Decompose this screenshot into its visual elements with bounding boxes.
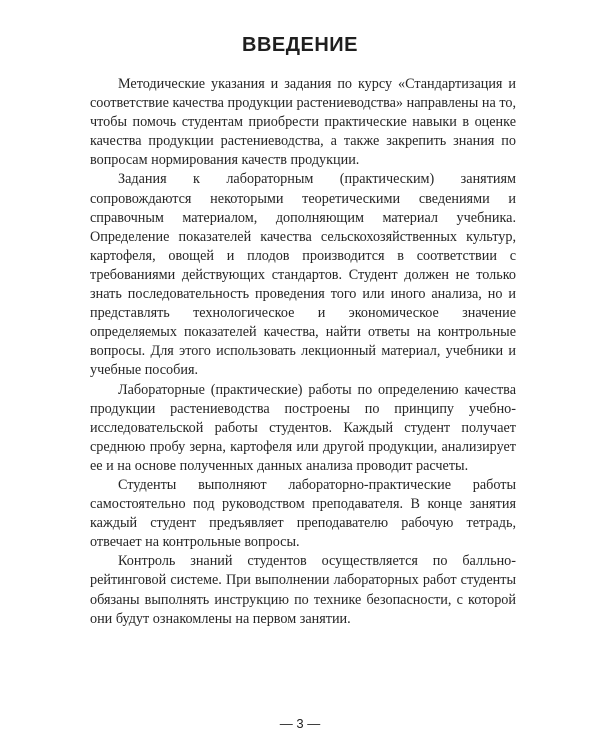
paragraph-2: Задания к лабораторным (практическим) занятиям сопровождаются некоторыми теоретическими сведениями и справочным материалом, дополняющим материал учебника. Определение показателей качества сельскохозяйственных культур, картофеля, овощей и плодов производится в соответствии с требованиями действующих стандартов. Студент должен не только знать последовательность проведения того или иного анализа, но и представлять технологическое и экономическое значение определяемых показателей качества, найти ответы на контрольные вопросы. Для этого использовать лекционный материал, учебники и учебные пособия.	[90, 171, 516, 379]
paragraph-4: Студенты выполняют лабораторно-практические работы самостоятельно под руководством преподавателя. В конце занятия каждый студент предъявляет преподавателю рабочую тетрадь, отвечает на контрольные вопросы.	[90, 476, 516, 551]
page-title: ВВЕДЕНИЕ	[242, 34, 358, 56]
paragraph-1: Методические указания и задания по курсу «Стандартизация и соответствие качества продукции растениеводства» направлены на то, чтобы помочь студентам приобрести практические навыки в оценке качества продукции растениеводства, а также закрепить знания по вопросам нормирования качеств продукции.	[90, 76, 516, 169]
page-number: — 3 —	[279, 716, 321, 731]
paragraph-3: Лабораторные (практические) работы по определению качества продукции растениеводства построены по принципу учебно-исследовательской работы студентов. Каждый студент получает среднюю пробу зерна, картофеля или другой продукции, анализирует ее и на основе полученных данных анализа проводит расчеты.	[90, 381, 516, 474]
paragraph-5: Контроль знаний студентов осуществляется по балльно-рейтинговой системе. При выполнении лабораторных работ студенты обязаны выполнять инструкцию по технике безопасности, с которой они будут ознакомлены на первом занятии.	[90, 553, 516, 627]
body-text	[90, 75, 516, 629]
